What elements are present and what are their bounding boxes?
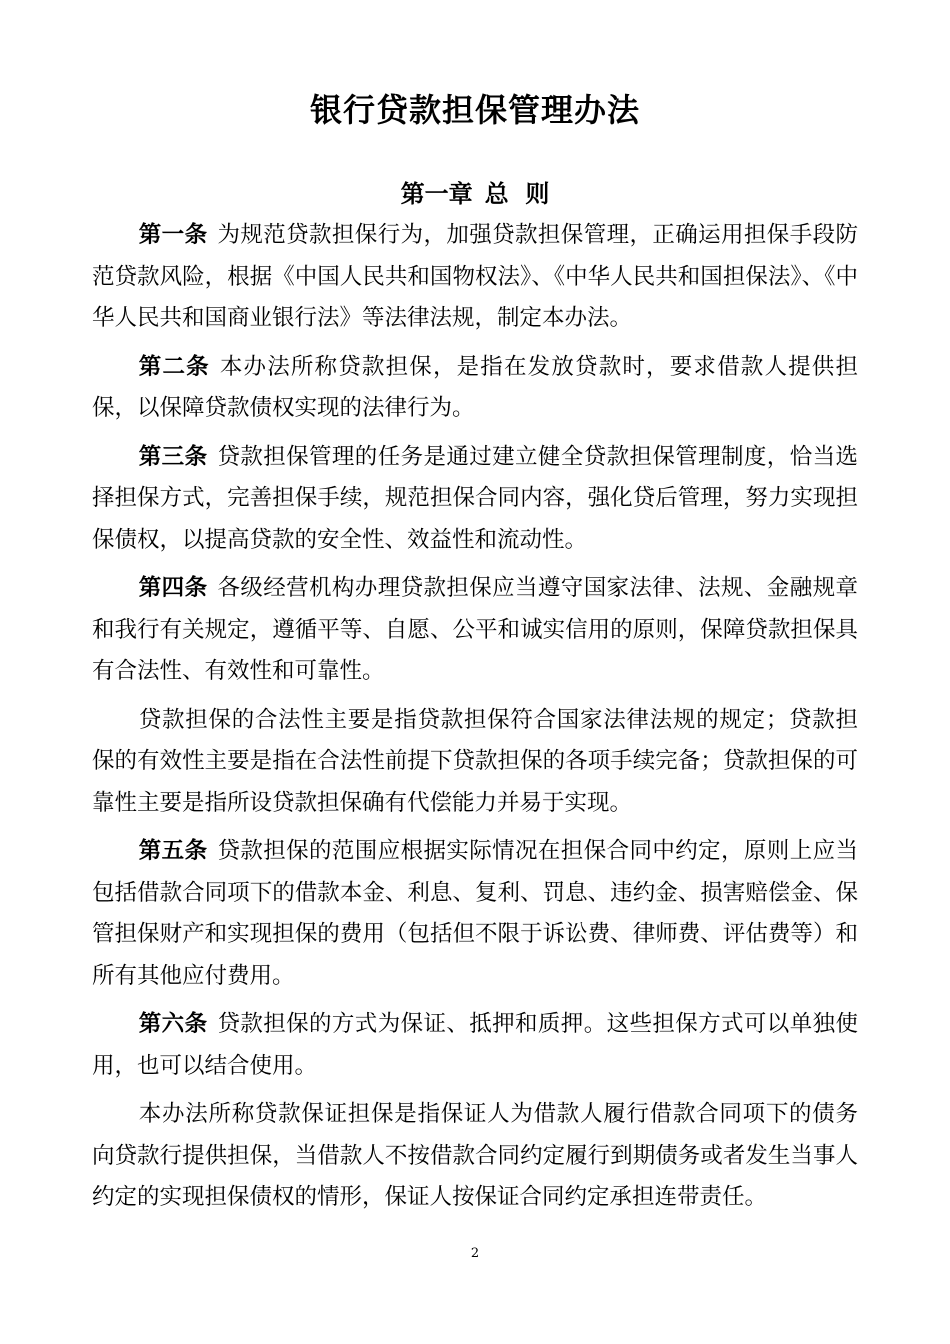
article-text: 为规范贷款担保行为，加强贷款担保管理，正确运用担保手段防范贷款风险，根据《中国人民共和国物权法》、《中华人民共和国担保法》、《中华人民共和国商业银行法》等法律法规，制定本办法。 (92, 222, 858, 331)
paragraph-article-6 (92, 1004, 858, 1087)
article-text: 贷款担保的方式为保证、抵押和质押。这些担保方式可以单独使用，也可以结合使用。 (92, 1011, 858, 1079)
article-text: 各级经营机构办理贷款担保应当遵守国家法律、法规、金融规章和我行有关规定，遵循平等、自愿、公平和诚实信用的原则，保障贷款担保具有合法性、有效性和可靠性。 (92, 575, 858, 684)
article-number: 第六条 (138, 1011, 208, 1037)
article-text: 本办法所称贷款担保，是指在发放贷款时，要求借款人提供担保，以保障贷款债权实现的法律行为。 (92, 353, 858, 421)
paragraph-article-4-detail (92, 700, 858, 825)
chapter-heading (0, 174, 950, 214)
article-number: 第三条 (138, 443, 208, 470)
paragraph-article-4 (92, 568, 858, 693)
chapter-name: 总 则 (484, 179, 550, 208)
document-body (92, 215, 858, 1226)
chapter-number: 第一章 (400, 179, 473, 208)
article-number: 第四条 (138, 575, 208, 601)
article-number: 第五条 (138, 838, 208, 864)
paragraph-article-6-detail (92, 1094, 858, 1219)
document-title: 银行贷款担保管理办法 (309, 91, 640, 129)
article-text: 贷款担保管理的任务是通过建立健全贷款担保管理制度，恰当选择担保方式，完善担保手续，规范担保合同内容，强化贷后管理，努力实现担保债权，以提高贷款的安全性、效益性和流动性。 (92, 443, 858, 553)
paragraph-article-5 (92, 831, 858, 997)
page-number: 2 (470, 1246, 480, 1261)
article-number: 第二条 (138, 353, 210, 380)
article-text: 贷款担保的合法性主要是指贷款担保符合国家法律法规的规定；贷款担保的有效性主要是指在合法性前提下贷款担保的各项手续完备；贷款担保的可靠性主要是指所设贷款担保确有代偿能力并易于实现。 (92, 706, 858, 816)
article-text: 贷款担保的范围应根据实际情况在担保合同中约定，原则上应当包括借款合同项下的借款本金、利息、复利、罚息、违约金、损害赔偿金、保管担保财产和实现担保的费用（包括但不限于诉讼费、律师费、评估费等）和所有其他应付费用。 (92, 838, 858, 989)
article-number: 第一条 (138, 222, 208, 248)
paragraph-article-3 (92, 437, 858, 562)
paragraph-article-1 (92, 215, 858, 340)
article-text: 本办法所称贷款保证担保是指保证人为借款人履行借款合同项下的债务向贷款行提供担保，当借款人不按借款合同约定履行到期债务或者发生当事人约定的实现担保债权的情形，保证人按保证合同约定承担连带责任。 (92, 1101, 858, 1210)
paragraph-article-2 (92, 347, 858, 430)
